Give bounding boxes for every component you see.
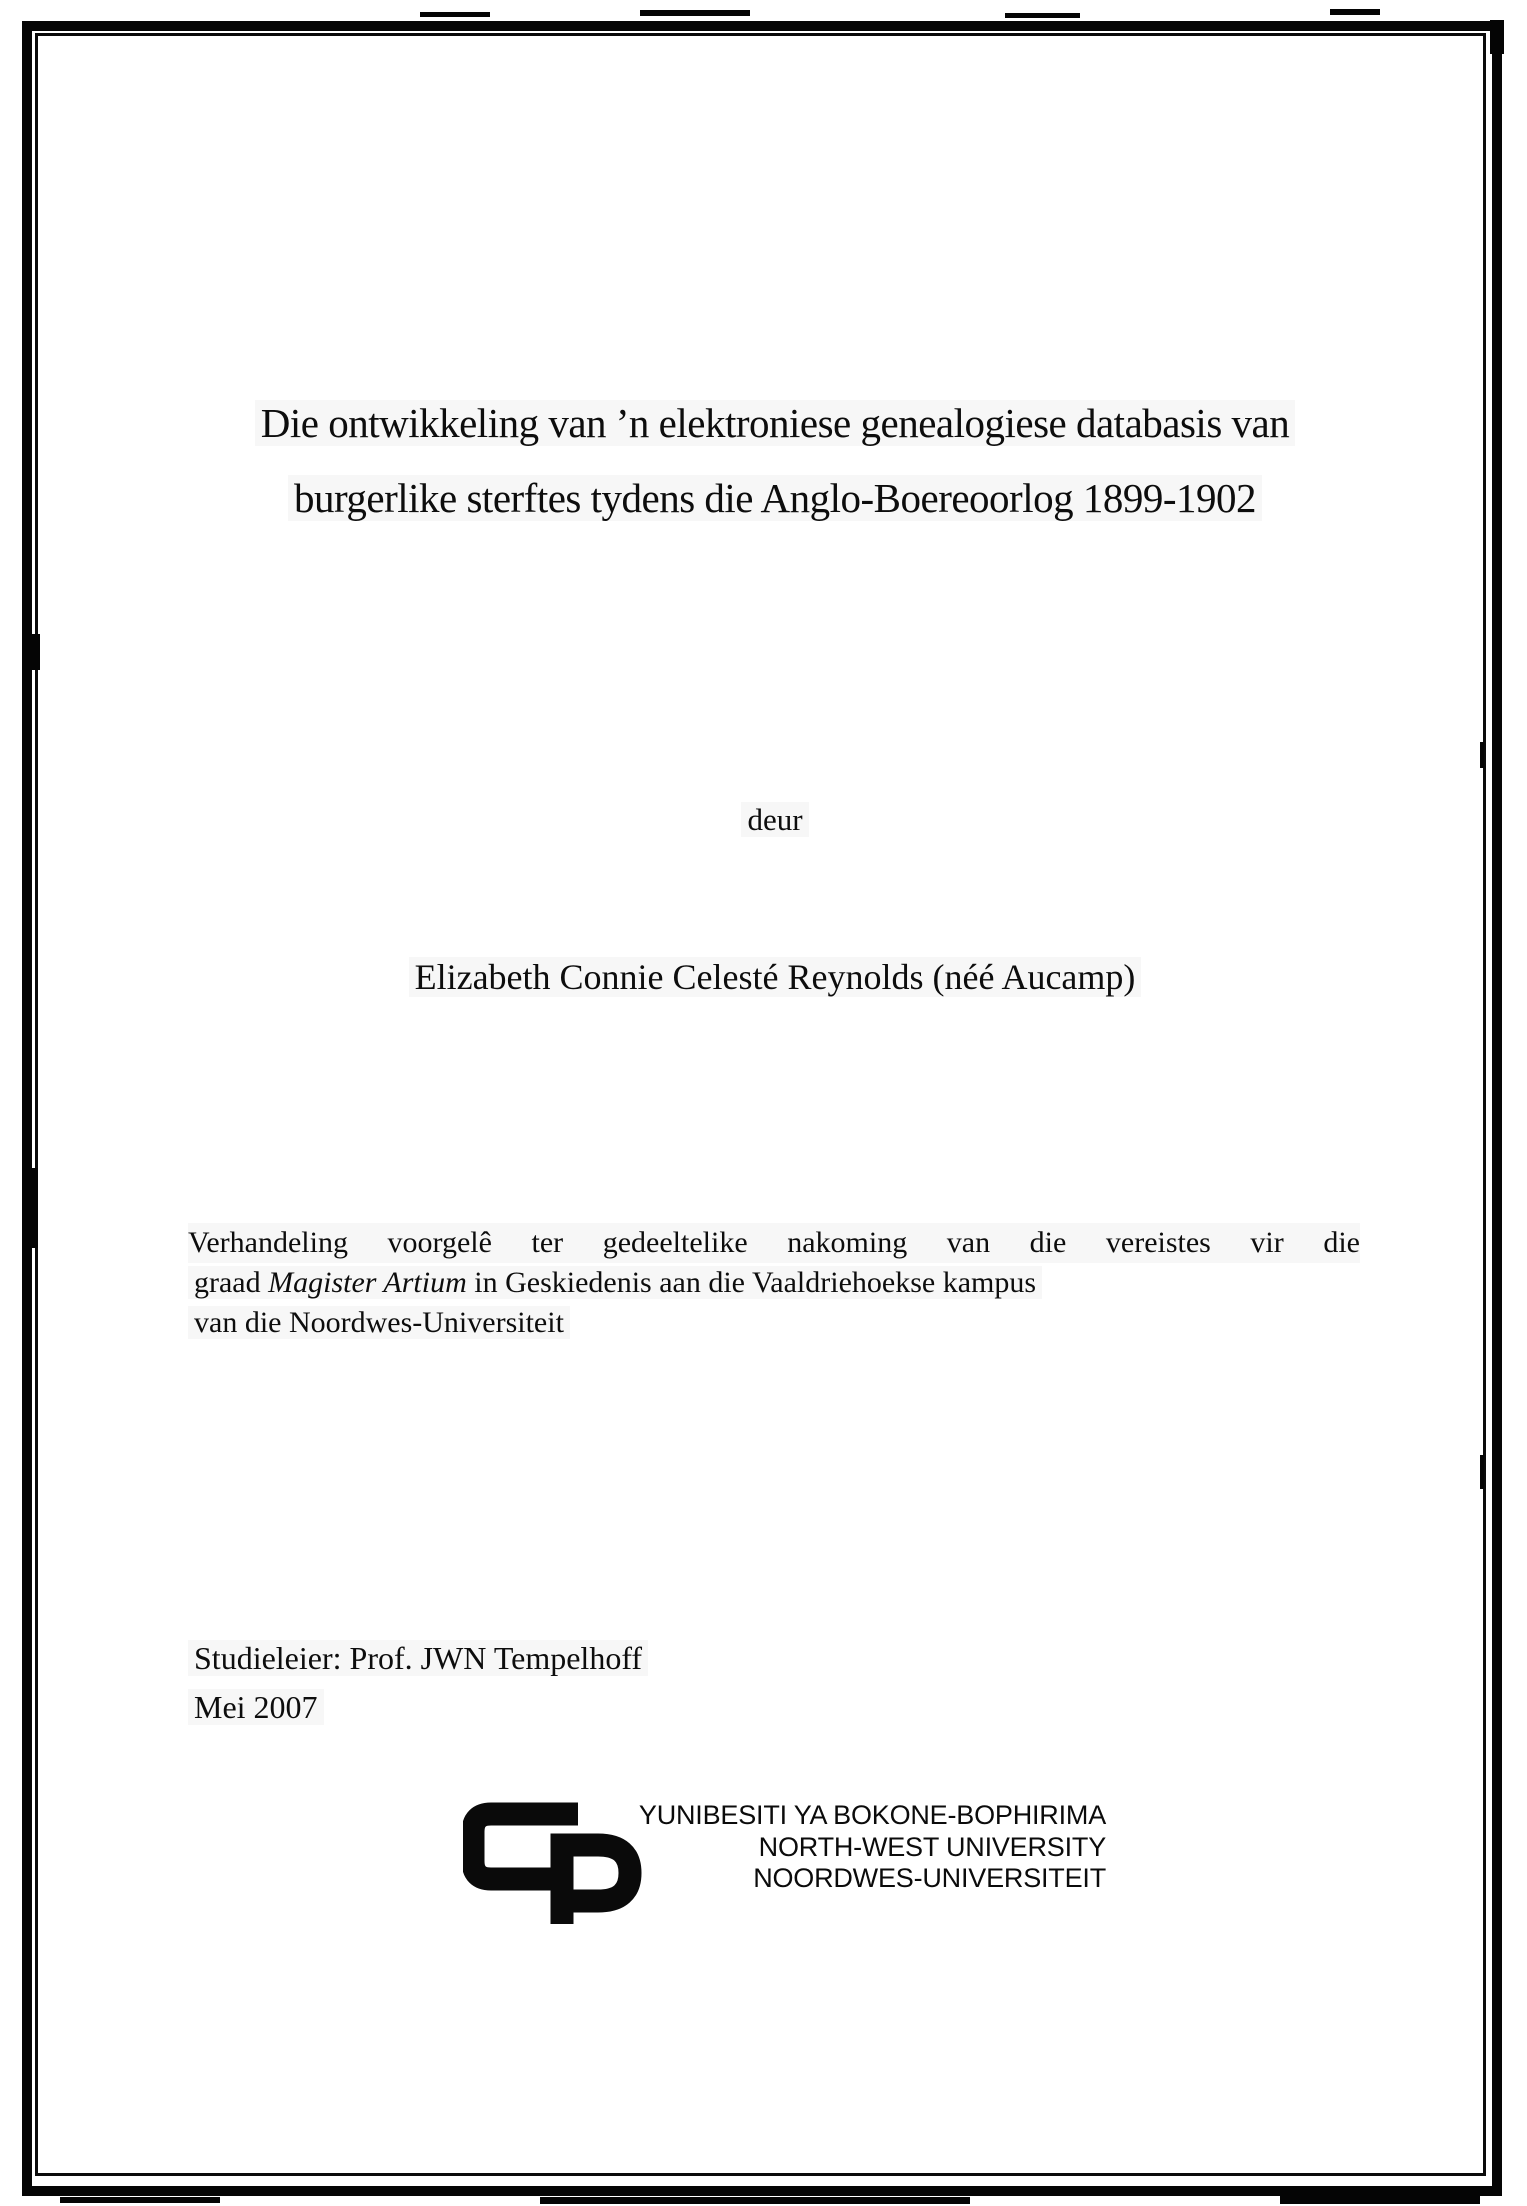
- supervisor-block: [188, 1634, 648, 1732]
- statement-line-2: [188, 1263, 1360, 1303]
- statement-line-2-prefix: graad: [194, 1266, 269, 1299]
- scan-artifact: [60, 2197, 220, 2203]
- scan-artifact: [1490, 20, 1504, 54]
- scan-artifact: [1005, 13, 1080, 18]
- statement-line-3: [188, 1303, 1360, 1343]
- scan-artifact: [1480, 1455, 1484, 1489]
- statement-line-1: Verhandeling voorgelê ter gedeeltelike nakoming van die vereistes vir die: [188, 1223, 1360, 1263]
- date-line-text: Mei 2007: [188, 1689, 324, 1725]
- byline-label-row: [30, 800, 1520, 840]
- author-name: Elizabeth Connie Celesté Reynolds (néé Aucamp): [409, 957, 1142, 997]
- degree-name-italic: Magister Artium: [268, 1266, 467, 1299]
- supervisor-line: [188, 1634, 648, 1683]
- scan-artifact: [640, 10, 750, 16]
- scan-artifact: [24, 1168, 38, 1248]
- page-title: [30, 386, 1520, 536]
- supervisor-line-text: Studieleier: Prof. JWN Tempelhoff: [188, 1640, 648, 1676]
- scan-artifact: [540, 2197, 970, 2204]
- scan-artifact: [1480, 742, 1484, 768]
- byline-label: deur: [741, 802, 808, 837]
- date-line: [188, 1683, 648, 1732]
- statement-line-2-text: [188, 1266, 1042, 1299]
- title-line-2-text: burgerlike sterftes tydens die Anglo-Boereoorlog 1899-1902: [288, 475, 1262, 521]
- scan-artifact: [420, 12, 490, 17]
- logo-text-line-3: NOORDWES-UNIVERSITEIT: [753, 1863, 1106, 1893]
- scan-artifact: [22, 634, 40, 670]
- statement-line-2-suffix: in Geskiedenis aan die Vaaldriehoekse kampus: [466, 1266, 1037, 1299]
- statement-line-3-text: van die Noordwes-Universiteit: [188, 1306, 570, 1339]
- degree-statement: [188, 1223, 1360, 1343]
- scan-artifact: [1330, 9, 1380, 15]
- scan-artifact: [1280, 2196, 1480, 2204]
- title-line-2: [30, 461, 1520, 536]
- author-row: [30, 954, 1520, 1000]
- logo-text-line-2: NORTH-WEST UNIVERSITY: [758, 1831, 1106, 1862]
- logo-text-line-1: YUNIBESITI YA BOKONE-BOPHIRIMA: [638, 1800, 1106, 1830]
- university-logo-text: [560, 1800, 1106, 1895]
- title-line-1-text: Die ontwikkeling van ’n elektroniese genealogiese databasis van: [255, 400, 1295, 446]
- title-line-1: [30, 386, 1520, 461]
